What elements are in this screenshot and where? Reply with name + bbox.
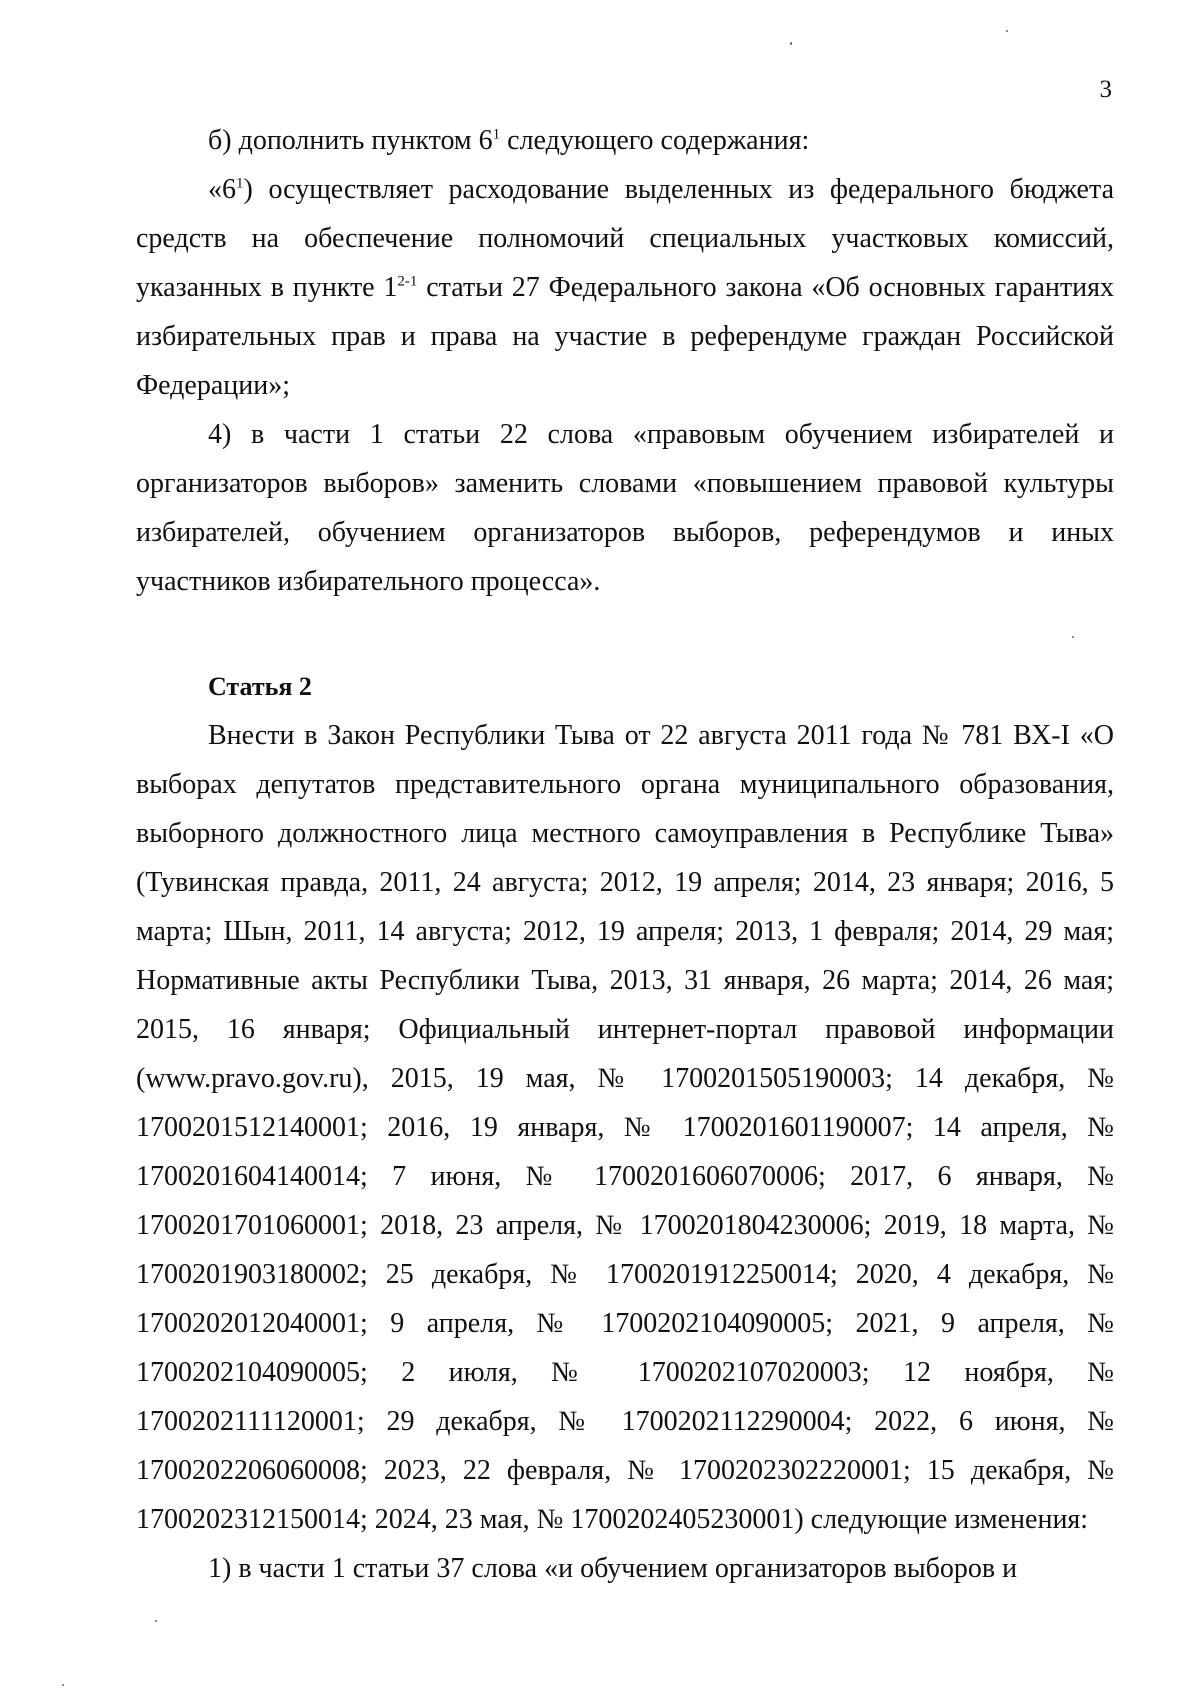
paragraph-point-6-1	[136, 165, 1114, 410]
paragraph-item-4: 4) в части 1 статьи 22 слова «правовым обучением избирателей и организаторов выборов» заменить словами «повышением правовой культуры избирателей, обучением организаторов выборов, референдумов и иных участников избирательного процесса».	[136, 419, 1114, 597]
text-run: следующего содержания:	[500, 125, 810, 156]
page-number: 3	[1099, 76, 1112, 103]
superscript: 2-1	[397, 273, 418, 290]
paragraph-b-addition	[136, 116, 1114, 165]
text-run: «6	[208, 174, 236, 205]
scan-speck	[155, 1620, 157, 1622]
document-body	[136, 116, 1114, 1593]
text-run: ) осуществляет расходование выделенных из федерального бюджета средств на обеспечение полномочий специальных участковых комиссий, указанных в пункте 1	[136, 174, 1114, 303]
paragraph-item-1: 1) в части 1 статьи 37 слова «и обучением организаторов выборов и	[208, 1553, 1018, 1584]
scan-speck	[1006, 30, 1008, 32]
scan-speck	[790, 42, 792, 45]
scan-speck	[1072, 636, 1074, 638]
paragraph-article-2-intro: Внести в Закон Республики Тыва от 22 августа 2011 года № 781 ВХ-I «О выборах депутатов представительного органа муниципального образования, выборного должностного лица местного самоуправления в Республике Тыва» (Тувинская правда, 2011, 24 августа; 2012, 19 апреля; 2014, 23 января; 2016, 5 марта; Шын, 2011, 14 августа; 2012, 19 апреля; 2013, 1 февраля; 2014, 29 мая; Нормативные акты Республики Тыва, 2013, 31 января, 26 марта; 2014, 26 мая; 2015, 16 января; Официальный интернет-портал правовой информации (www.pravo.gov.ru), 2015, 19 мая, № 1700201505190003; 14 декабря, № 1700201512140001; 2016, 19 января, № 1700201601190007; 14 апреля, № 1700201604140014; 7 июня, № 1700201606070006; 2017, 6 января, № 1700201701060001; 2018, 23 апреля, № 1700201804230006; 2019, 18 марта, № 1700201903180002; 25 декабря, № 1700201912250014; 2020, 4 декабря, № 1700202012040001; 9 апреля, № 1700202104090005; 2021, 9 апреля, № 1700202104090005; 2 июля, № 1700202107020003; 12 ноября, № 1700202111120001; 29 декабря, № 1700202112290004; 2022, 6 июня, № 1700202206060008; 2023, 22 февраля, № 1700202302220001; 15 декабря, № 1700202312150014; 2024, 23 мая, № 1700202405230001) следующие изменения:	[136, 720, 1114, 1535]
text-run: статьи 27 Федерального закона «Об основных гарантиях избирательных прав и права на участие в референдуме граждан Российской Федерации»;	[136, 272, 1114, 401]
article-heading: Статья 2	[208, 672, 312, 701]
text-run: б) дополнить пунктом 6	[208, 125, 493, 156]
scan-speck	[62, 1684, 64, 1686]
superscript: 1	[492, 126, 501, 143]
superscript: 1	[236, 175, 244, 192]
